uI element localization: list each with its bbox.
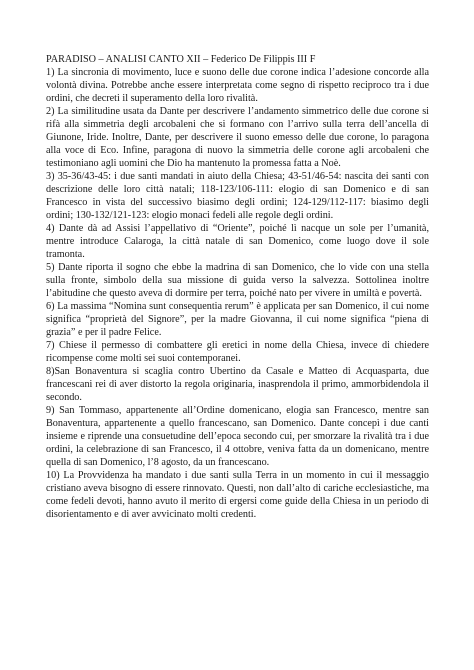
paragraph-6: 6) La massima “Nomina sunt consequentia rerum” è applicata per san Domenico, il cui nome significa “proprietà del Signore”, per la madre Giovanna, il cui nome significa “piena di grazia” e per il padre Felice. [46,301,429,338]
paragraph-10: 10) La Provvidenza ha mandato i due santi sulla Terra in un momento in cui il messaggio cristiano aveva bisogno di essere rinnovato. Questi, non dall’alto di cariche ecclesiastiche, ma come fedeli devoti, hanno avuto il merito di ergersi come guide della Chiesa in un periodo di disorientamento e di aver avvicinato molti credenti. [46,470,429,520]
paragraph-1: 1) La sincronia di movimento, luce e suono delle due corone indica l’adesione concorde alla volontà divina. Potrebbe anche essere interpretata come segno di rispetto reciproco tra i due ordini, che decreti il superamento della loro rivalità. [46,67,429,104]
paragraph-8: 8)San Bonaventura si scaglia contro Ubertino da Casale e Matteo di Acquasparta, due francescani rei di aver distorto la regola originaria, inasprendola il primo, ammorbidendola il secondo. [46,366,429,403]
paragraph-9: 9) San Tommaso, appartenente all’Ordine domenicano, elogia san Francesco, mentre san Bonaventura, appartenente a quello francescano, san Domenico. Dante concepì i due canti insieme e riprende una consuetudine dell’epoca secondo cui, per smorzare la rivalità tra i due ordini, la celebrazione di san Francesco, il 4 ottobre, veniva fatta da un domenicano, mentre quella di san Domenico, l’8 agosto, da un francescano. [46,405,429,468]
paragraph-4: 4) Dante dà ad Assisi l’appellativo di “Oriente”, poiché lì nacque un sole per l’umanità, mentre introduce Calaroga, la città natale di san Domenico, come luogo dove il sole tramonta. [46,223,429,260]
document-title: PARADISO – ANALISI CANTO XII – Federico De Filippis III F [46,54,316,65]
paragraph-7: 7) Chiese il permesso di combattere gli eretici in nome della Chiesa, invece di chiedere ricompense come molti sei suoi contemporanei. [46,340,429,364]
paragraph-2: 2) La similitudine usata da Dante per descrivere l’andamento simmetrico delle due corone si rifà alla simmetria degli arcobaleni che si formano con l’arrivo sulla terra dell’ancella di Giunone, Iride. Inoltre, Dante, per descrivere il suono emesso delle due corone, lo paragona alla voce di Eco. Infine, paragona di nuovo la simmetria delle corone agli arcobaleni che testimoniano agli uomini che Dio ha mantenuto la promessa fatta a Noè. [46,106,429,169]
paragraph-3: 3) 35-36/43-45: i due santi mandati in aiuto della Chiesa; 43-51/46-54: nascita dei santi con descrizione delle loro città natali; 118-123/106-111: elogio di san Domenico e di san Francesco in vista del successivo biasimo degli ordini; 124-129/112-117: biasimo degli ordini; 130-132/121-123: elogio monaci fedeli alle regole degli ordini. [46,171,429,221]
paragraph-5: 5) Dante riporta il sogno che ebbe la madrina di san Domenico, che lo vide con una stella sulla fronte, simbolo della sua missione di guida verso la salvezza. Sottolinea inoltre l’abitudine che questo aveva di dormire per terra, poiché nato per vivere in umiltà e povertà. [46,262,429,299]
document-page [46,53,429,521]
